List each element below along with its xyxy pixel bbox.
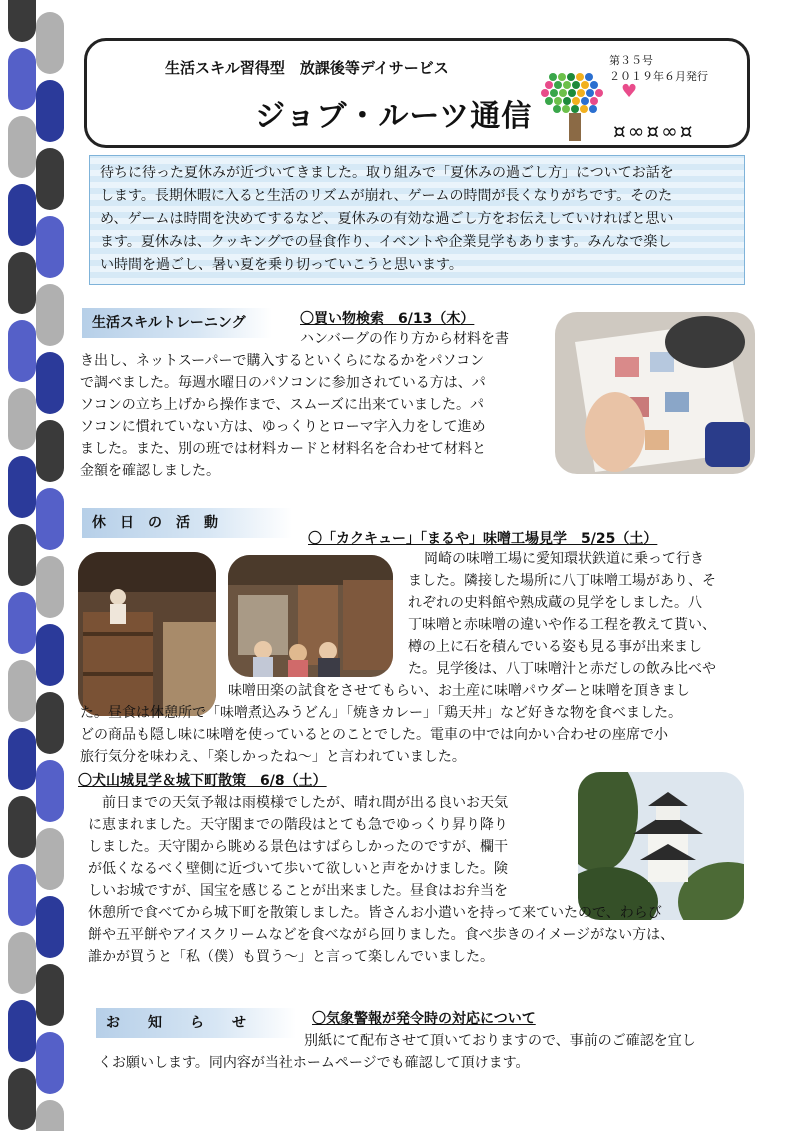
tree-leaf-heart [567,73,575,81]
photo-shopping-cards [555,312,755,474]
decorative-dot [36,760,64,822]
decorative-dot [8,116,36,178]
article-line: た。昼食は休憩所で「味噌煮込みうどん」「焼きカレー」「鶏天丼」など好きな物を食べました。 [80,705,682,721]
photo-miso-factory-tour [228,555,393,677]
tree-leaf-heart [549,73,557,81]
article-line: 金額を確認しました。 [80,463,220,479]
tree-logo-icon [539,71,611,141]
intro-line: します。長期休暇に入ると生活のリズムが崩れ、ゲームの時間が長くなりがちです。そのた [100,188,673,204]
section-heading-skill-training: 生活スキルトレーニング [82,308,272,338]
article-line: どの商品も隠し味に味噌を使っているとのことでした。電車の中では向かい合わせの座席で小 [80,727,668,743]
decorative-dot [36,216,64,278]
article-line: れぞれの史料館や熟成蔵の見学をしました。八 [408,595,702,611]
article-title-weather-warning: 〇気象警報が発令時の対応について [312,1011,536,1027]
intro-line: 待ちに待った夏休みが近づいてきました。取り組みで「夏休みの過ごし方」についてお話を [100,165,674,181]
tree-leaf-heart [590,81,598,89]
intro-line: め、ゲームは時間を決めてするなど、夏休みの有効な過ごし方をお伝えしていければと思い [100,211,674,227]
tree-leaf-heart [572,97,580,105]
decorative-dot [8,0,36,42]
article-line: 休憩所で食べてから城下町を散策しました。皆さんお小遣いを持って来ていたので、わらび [88,905,662,921]
heart-icon: ♥ [621,81,638,102]
issue-number: 第３５号 [609,54,653,67]
article-line: しいお城ですが、国宝を感じることが出来ました。昼食はお弁当を [88,883,508,899]
photo-miso-factory-barrels [78,552,216,716]
photo-inuyama-castle [578,772,744,920]
article-line: 前日までの天気予報は雨模様でしたが、晴れ間が出る良いお天気 [102,795,508,811]
tree-leaf-heart [553,105,561,113]
newsletter-header [84,38,750,148]
tree-leaf-heart [577,89,585,97]
article-line: 岡崎の味噌工場に愛知環状鉄道に乗って行き [424,551,704,567]
article-line: き出し、ネットスーパーで購入するといくらになるかをパソコン [80,353,485,369]
article-line: ハンバーグの作り方から材料を書 [300,331,510,347]
tree-leaf-heart [554,97,562,105]
decorative-dot [8,252,36,314]
issue-date: ２０１９年６月発行 [609,70,708,83]
tree-leaf-heart [559,89,567,97]
article-line: ました。また、別の班では材料カードと材料名を合わせて材料と [80,441,486,457]
article-line: で調べました。毎週水曜日のパソコンに参加されている方は、パ [80,375,486,391]
decorative-dot [8,864,36,926]
tree-leaf-heart [563,97,571,105]
decorative-dot [8,456,36,518]
decorative-dot [8,728,36,790]
article-line: 味噌田楽の試食をさせてもらい、お土産に味噌パウダーと味噌を頂きまし [228,683,690,699]
article-title-shopping: 〇買い物検索 6/13（木） [300,311,475,327]
decorative-dot [36,1100,64,1131]
decorative-dot [36,284,64,346]
tree-leaf-heart [545,81,553,89]
decorative-dot-border [0,0,70,1131]
intro-line: い時間を過ごし、暑い夏を乗り切っていこうと思います。 [100,257,463,273]
tree-leaf-heart [550,89,558,97]
newsletter-title: ジョブ・ルーツ通信 [255,99,533,134]
article-line: 誰かが買うと「私（僕）も買う～」と言って楽しんでいました。 [88,949,494,965]
decorative-dot [36,420,64,482]
article-line: 丁味噌と赤味噌の違いや作る工程を教えて貰い、 [408,617,716,633]
decorative-dot [36,828,64,890]
tree-leaf-heart [571,105,579,113]
tree-leaf-heart [580,105,588,113]
decorative-dot [36,148,64,210]
article-line: しました。天守閣から眺める景色はすばらしかったのですが、欄干 [88,839,508,855]
decorative-dot [36,1032,64,1094]
article-line: た。見学後は、八丁味噌汁と赤だしの飲み比べや [408,661,716,677]
tree-leaf-heart [554,81,562,89]
decorative-dot [36,964,64,1026]
tree-leaf-heart [541,89,549,97]
tree-leaf-heart [545,97,553,105]
decorative-dot [36,80,64,142]
decorative-dot [36,624,64,686]
decorative-dot [36,488,64,550]
tree-leaf-heart [572,81,580,89]
article-line: 別紙にて配布させて頂いておりますので、事前のご確認を宜し [304,1033,696,1049]
article-title-miso: 〇「カクキュー」「まるや」味噌工場見学 5/25（土） [308,531,658,547]
article-title-castle: 〇犬山城見学＆城下町散策 6/8（土） [78,773,327,789]
article-line: 旅行気分を味わえ、「楽しかったね～」と言われていました。 [80,749,466,765]
decorative-dot [8,932,36,994]
intro-line: ます。夏休みは、クッキングでの昼食作り、イベントや企業見学もあります。みんなで楽し [100,234,672,250]
tree-leaf-heart [585,73,593,81]
article-line: ソコンの立ち上げから操作まで、スムーズに出来ていました。パ [80,397,485,413]
decorative-dot [36,12,64,74]
decorative-dot [8,1068,36,1130]
article-line: ました。隣接した場所に八丁味噌工場があり、そ [408,573,716,589]
tree-leaf-heart [576,73,584,81]
decorative-dot [36,692,64,754]
tree-leaf-heart [595,89,603,97]
decorative-dot [8,524,36,586]
article-line: くお願いします。同内容が当社ホームページでも確認して頂けます。 [98,1055,530,1071]
header-ornament: ¤∞¤∞¤ [613,119,695,143]
decorative-dot [8,592,36,654]
tree-leaf-heart [568,89,576,97]
decorative-dot [36,556,64,618]
decorative-dot [36,896,64,958]
article-line: 餅や五平餅やアイスクリームなどを食べながら回りました。食べ歩きのイメージがない方は、 [88,927,675,943]
decorative-dot [8,388,36,450]
article-line: が低くなるべく壁側に近づいて歩いて欲しいと声をかけました。険 [88,861,508,877]
decorative-dot [8,660,36,722]
tree-leaf-heart [558,73,566,81]
article-line: ソコンに慣れていない方は、ゆっくりとローマ字入力をして進め [80,419,486,435]
header-subtitle: 生活スキル習得型 放課後等デイサービス [165,59,449,77]
article-line: 樽の上に石を積んでいる姿も見る事が出来まし [408,639,702,655]
decorative-dot [8,320,36,382]
intro-message [89,155,745,285]
decorative-dot [36,352,64,414]
article-line: に恵まれました。天守閣までの階段はとても急でゆっくり昇り降り [88,817,508,833]
tree-leaf-heart [581,81,589,89]
decorative-dot [8,48,36,110]
decorative-dot [8,1000,36,1062]
tree-leaf-heart [562,105,570,113]
tree-leaf-heart [589,105,597,113]
section-heading-notice: お 知 ら せ [96,1008,296,1038]
decorative-dot [8,796,36,858]
section-heading-holiday: 休 日 の 活 動 [82,508,292,538]
tree-leaf-heart [563,81,571,89]
tree-leaf-heart [581,97,589,105]
tree-leaf-heart [586,89,594,97]
decorative-dot [8,184,36,246]
tree-leaf-heart [590,97,598,105]
